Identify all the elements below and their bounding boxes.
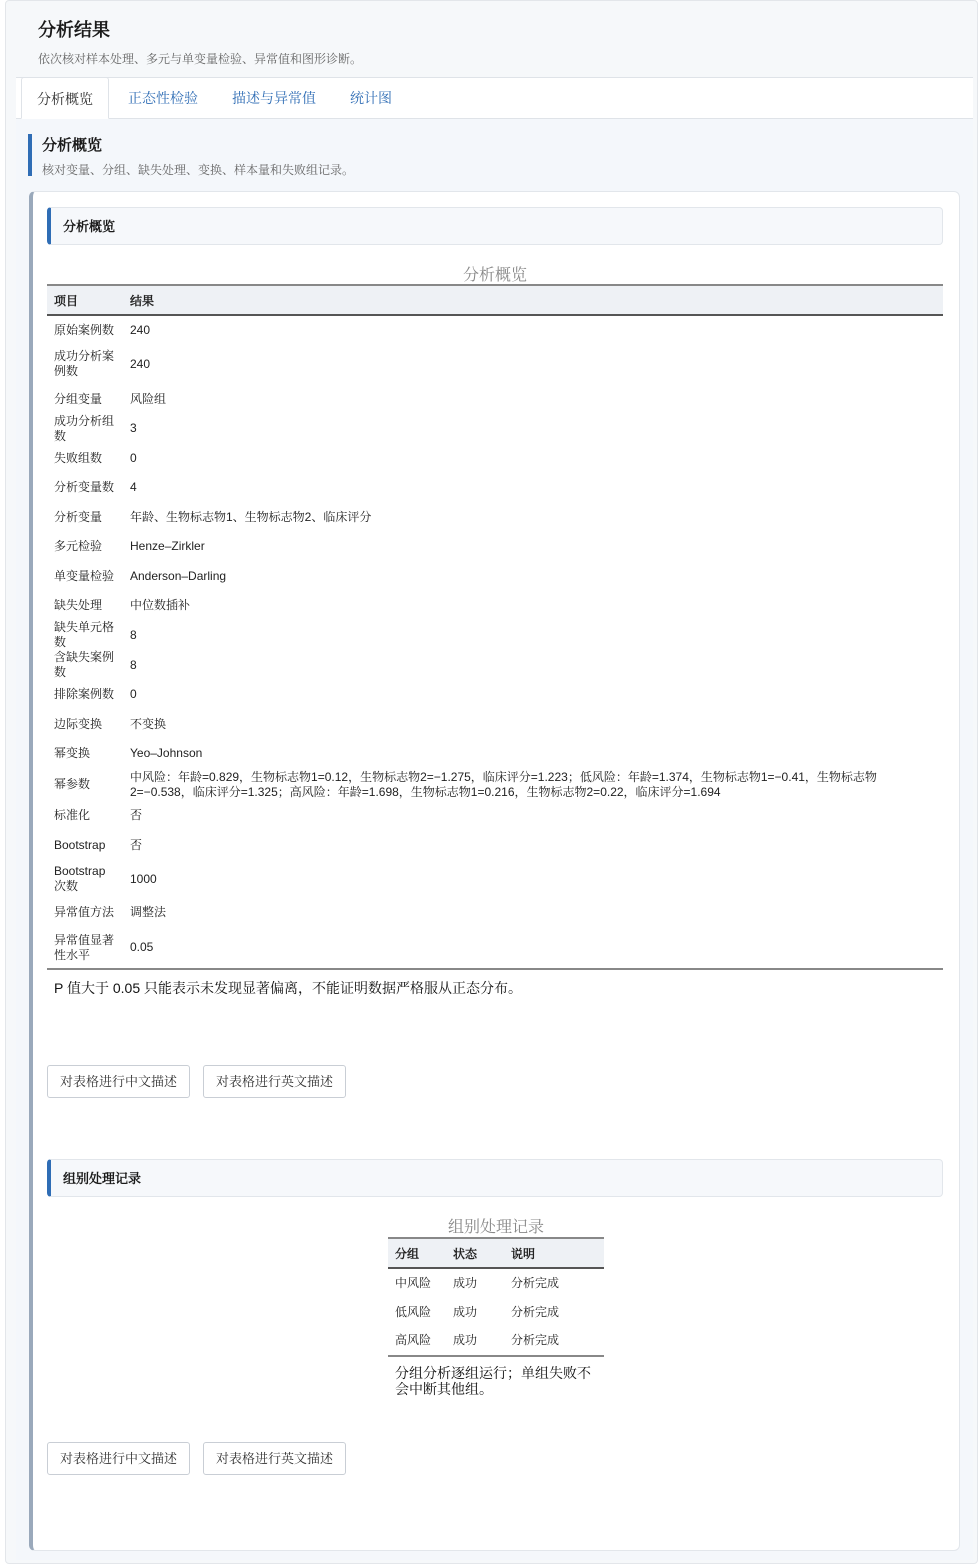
table-row — [47, 801, 943, 830]
section-title: 分析概览 — [42, 137, 103, 154]
table-cell-item: 缺失单元格数 — [54, 620, 115, 650]
table-cell-result: 8 — [130, 627, 137, 642]
table-cell-result: 8 — [130, 657, 137, 672]
table-cell-item: 幂变换 — [54, 746, 91, 761]
table-cell-result: 不变换 — [130, 716, 167, 731]
table-cell-group: 中风险 — [395, 1275, 432, 1290]
table-cell-item: 标准化 — [54, 808, 91, 823]
table-row — [47, 315, 943, 344]
table-cell-result: Yeo–Johnson — [130, 746, 203, 761]
table-cell-result: 否 — [130, 808, 143, 823]
table-cell-result: 中风险：年龄=0.829，生物标志物1=0.12，生物标志物2=−1.275，临床评分=1.223；低风险：年龄=1.374，生物标志物1=−0.41，生物标志物2=−0.538，临床评分=1.325；高风险：年龄=1.698，生物标志物1=0.216，生物标志物2=0.22，临床评分=1.694 — [130, 769, 877, 799]
overview-col-item: 项目 — [47, 285, 123, 315]
table-row — [47, 414, 943, 444]
tab-bar — [16, 77, 973, 119]
table-row — [47, 680, 943, 709]
overview-table — [47, 284, 943, 970]
table-cell-desc: 分析完成 — [504, 1327, 604, 1356]
table-row — [47, 503, 943, 532]
section-header — [28, 134, 354, 176]
table-cell-item: 失败组数 — [54, 450, 103, 465]
page-header — [6, 1, 977, 78]
table-cell-desc: 分析完成 — [511, 1275, 560, 1290]
table-row — [47, 768, 943, 801]
groups-col-desc: 说明 — [504, 1238, 604, 1268]
groups-col-status: 状态 — [446, 1238, 504, 1268]
table-cell-result: 3 — [130, 421, 137, 436]
groups-table-wrap — [388, 1237, 604, 1397]
overview-col-result: 结果 — [123, 285, 943, 315]
table-row — [47, 473, 943, 502]
table-cell-item: 分组变量 — [54, 391, 103, 406]
groups-note: 分组分析逐组运行；单组失败不会中断其他组。 — [395, 1365, 591, 1398]
table-cell-result: 否 — [130, 837, 143, 852]
table-cell-item: 异常值显著性水平 — [47, 927, 123, 969]
tab-charts[interactable]: 统计图 — [350, 90, 392, 106]
table-cell-group: 低风险 — [395, 1304, 432, 1319]
table-cell-item: 排除案例数 — [54, 687, 115, 702]
table-cell-item: 异常值方法 — [54, 905, 115, 920]
table-cell-result: Anderson–Darling — [130, 568, 227, 583]
table-cell-result: Henze–Zirkler — [130, 539, 205, 554]
groups-table — [388, 1237, 604, 1357]
table-cell-result: 年龄、生物标志物1、生物标志物2、临床评分 — [130, 509, 372, 524]
table-cell-item: 原始案例数 — [54, 322, 115, 337]
table-cell-status: 成功 — [453, 1304, 478, 1319]
groups-describe-en-button[interactable]: 对表格进行英文描述 — [203, 1442, 346, 1475]
table-row — [47, 344, 943, 384]
table-cell-result: 0.05 — [123, 927, 943, 969]
results-card — [29, 191, 960, 1551]
table-cell-item: 多元检验 — [54, 539, 103, 554]
table-cell-status: 成功 — [453, 1275, 478, 1290]
table-cell-result: 1000 — [130, 871, 157, 886]
table-cell-result: 240 — [130, 322, 151, 337]
tab-panel-overview — [16, 119, 973, 1560]
overview-table-caption: 分析概览 — [462, 267, 527, 284]
table-cell-result: 调整法 — [130, 905, 167, 920]
groups-heading: 组别处理记录 — [47, 1159, 943, 1197]
page-title: 分析结果 — [38, 20, 110, 40]
table-cell-item: 缺失处理 — [54, 597, 103, 612]
table-cell-group: 高风险 — [388, 1327, 446, 1356]
tab-descriptive-outliers[interactable]: 描述与异常值 — [232, 90, 316, 106]
table-cell-item: 成功分析案例数 — [54, 349, 115, 379]
table-row — [47, 898, 943, 927]
table-cell-item: 分析变量数 — [54, 480, 115, 495]
table-row — [47, 860, 943, 898]
table-row — [47, 927, 943, 969]
groups-describe-cn-button[interactable]: 对表格进行中文描述 — [47, 1442, 190, 1475]
overview-note: P 值大于 0.05 只能表示未发现显著偏离，不能证明数据严格服从正态分布。 — [54, 980, 523, 997]
table-cell-result: 0 — [130, 687, 137, 702]
overview-heading: 分析概览 — [47, 207, 943, 245]
table-cell-item: 分析变量 — [54, 509, 103, 524]
table-row — [388, 1327, 604, 1356]
table-cell-result: 240 — [130, 356, 151, 371]
table-cell-item: 含缺失案例数 — [54, 650, 115, 680]
groups-table-caption: 组别处理记录 — [447, 1219, 544, 1236]
table-cell-item: 单变量检验 — [54, 568, 115, 583]
table-cell-result: 0 — [130, 450, 137, 465]
table-row — [47, 444, 943, 473]
table-row — [47, 384, 943, 413]
tab-overview[interactable]: 分析概览 — [21, 77, 109, 119]
table-row — [47, 831, 943, 860]
table-cell-result: 风险组 — [130, 391, 167, 406]
table-row — [47, 620, 943, 650]
section-subtitle: 核对变量、分组、缺失处理、变换、样本量和失败组记录。 — [42, 163, 355, 177]
table-row — [47, 650, 943, 680]
table-row — [47, 710, 943, 739]
table-row — [47, 739, 943, 768]
groups-col-group: 分组 — [388, 1238, 446, 1268]
table-row — [47, 561, 943, 590]
table-row — [388, 1268, 604, 1297]
table-row — [47, 532, 943, 561]
table-cell-result: 中位数插补 — [130, 597, 191, 612]
table-row — [47, 591, 943, 620]
table-cell-item: 成功分析组数 — [54, 413, 115, 443]
table-cell-item: 边际变换 — [54, 716, 103, 731]
table-cell-result: 4 — [130, 480, 137, 495]
tab-normality[interactable]: 正态性检验 — [128, 90, 198, 106]
table-cell-item: Bootstrap — [54, 837, 106, 852]
describe-cn-button[interactable]: 对表格进行中文描述 — [47, 1065, 190, 1098]
table-cell-item: 幂参数 — [54, 777, 91, 792]
overview-table-wrap — [47, 284, 943, 998]
table-cell-status: 成功 — [446, 1327, 504, 1356]
table-cell-item: Bootstrap 次数 — [54, 864, 106, 894]
table-cell-desc: 分析完成 — [511, 1304, 560, 1319]
describe-en-button[interactable]: 对表格进行英文描述 — [203, 1065, 346, 1098]
page-subtitle: 依次核对样本处理、多元与单变量检验、异常值和图形诊断。 — [38, 52, 363, 66]
table-row — [388, 1297, 604, 1326]
